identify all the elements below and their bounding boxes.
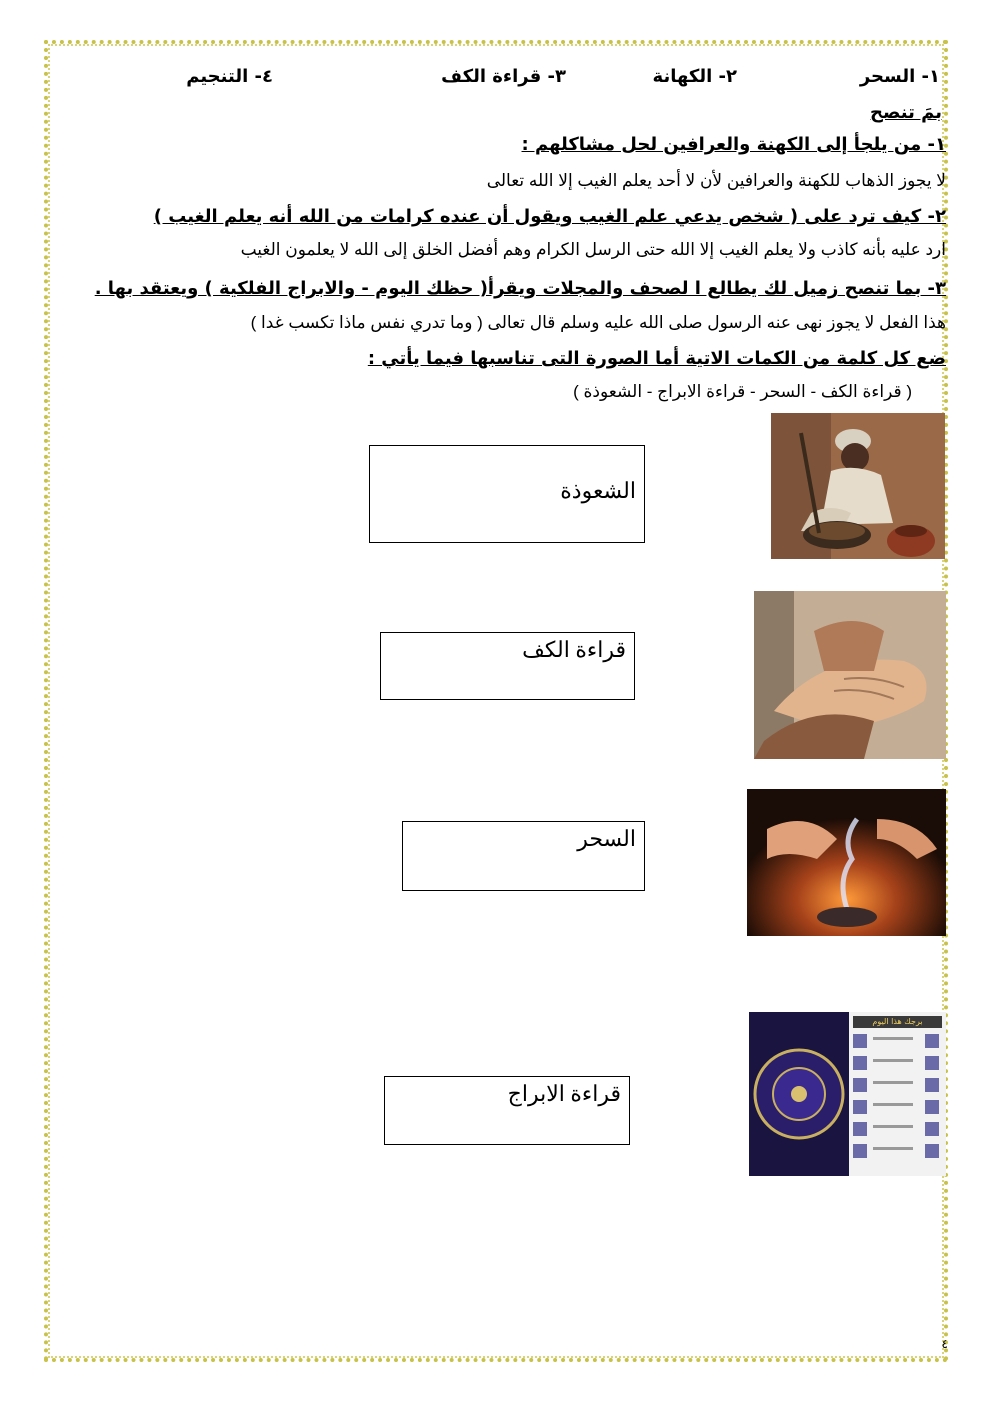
horoscope-photo-art xyxy=(749,1012,946,1176)
magic-smoke-photo-art xyxy=(747,789,946,936)
answer-3: هذا الفعل لا يجوز نهى عنه الرسول صلى الله عليه وسلم قال تعالى ( وما تدري نفس ماذا تكسب غدا ) xyxy=(250,313,946,332)
advice-heading: بمَ تنصح xyxy=(870,102,942,123)
question-2: ٢- كيف ترد على ( شخص يدعي علم الغيب ويقول أن عنده كرامات من الله أنه يعلم الغيب ) xyxy=(153,206,946,227)
answer-box-3-text: السحر xyxy=(577,826,636,851)
palm-reading-photo xyxy=(754,591,946,759)
answer-box-4-text: قراءة الابراج xyxy=(507,1081,621,1106)
horoscope-photo xyxy=(749,1012,946,1176)
answer-box-3 xyxy=(402,821,645,891)
answer-box-2 xyxy=(380,632,635,700)
header-item-astrology: ٤- التنجيم xyxy=(186,66,273,87)
question-1: ١- من يلجأ إلى الكهنة والعرافين لحل مشاكلهم : xyxy=(521,134,946,155)
header-item-divination: ٢- الكهانة xyxy=(652,66,737,87)
header-item-magic: ١- السحر xyxy=(859,66,940,87)
sorcery-photo-art xyxy=(771,413,945,559)
horoscope-header: برجك هذا اليوم xyxy=(872,1017,923,1026)
answer-box-1-text: الشعوذة xyxy=(560,478,636,503)
magic-smoke-photo xyxy=(747,789,946,936)
word-bank: ( قراءة الكف - السحر - قراءة الابراج - الشعوذة ) xyxy=(573,382,912,401)
header-item-palm-reading: ٣- قراءة الكف xyxy=(441,66,566,87)
question-3: ٣- بما تنصح زميل لك يطالع ا لصحف والمجلات ويقرأ( حظك اليوم - والابراج الفلكية ) ويعتقد بها . xyxy=(94,278,946,299)
answer-box-1 xyxy=(369,445,645,543)
palm-reading-photo-art xyxy=(754,591,946,759)
answer-2: ارد عليه بأنه كاذب ولا يعلم الغيب إلا الله حتى الرسل الكرام وهم أفضل الخلق إلى الله لا يعلمون الغيب xyxy=(240,240,946,259)
sorcery-photo xyxy=(771,413,945,559)
answer-box-4 xyxy=(384,1076,630,1145)
matching-instruction: ضع كل كلمة من الكمات الاتية أما الصورة التى تناسبها فيما يأتي : xyxy=(367,348,946,369)
answer-1: لا يجوز الذهاب للكهنة والعرافين لأن لا أحد يعلم الغيب إلا الله تعالى xyxy=(486,171,946,190)
answer-box-2-text: قراءة الكف xyxy=(522,637,626,662)
page-number: ٤ xyxy=(941,1337,948,1351)
